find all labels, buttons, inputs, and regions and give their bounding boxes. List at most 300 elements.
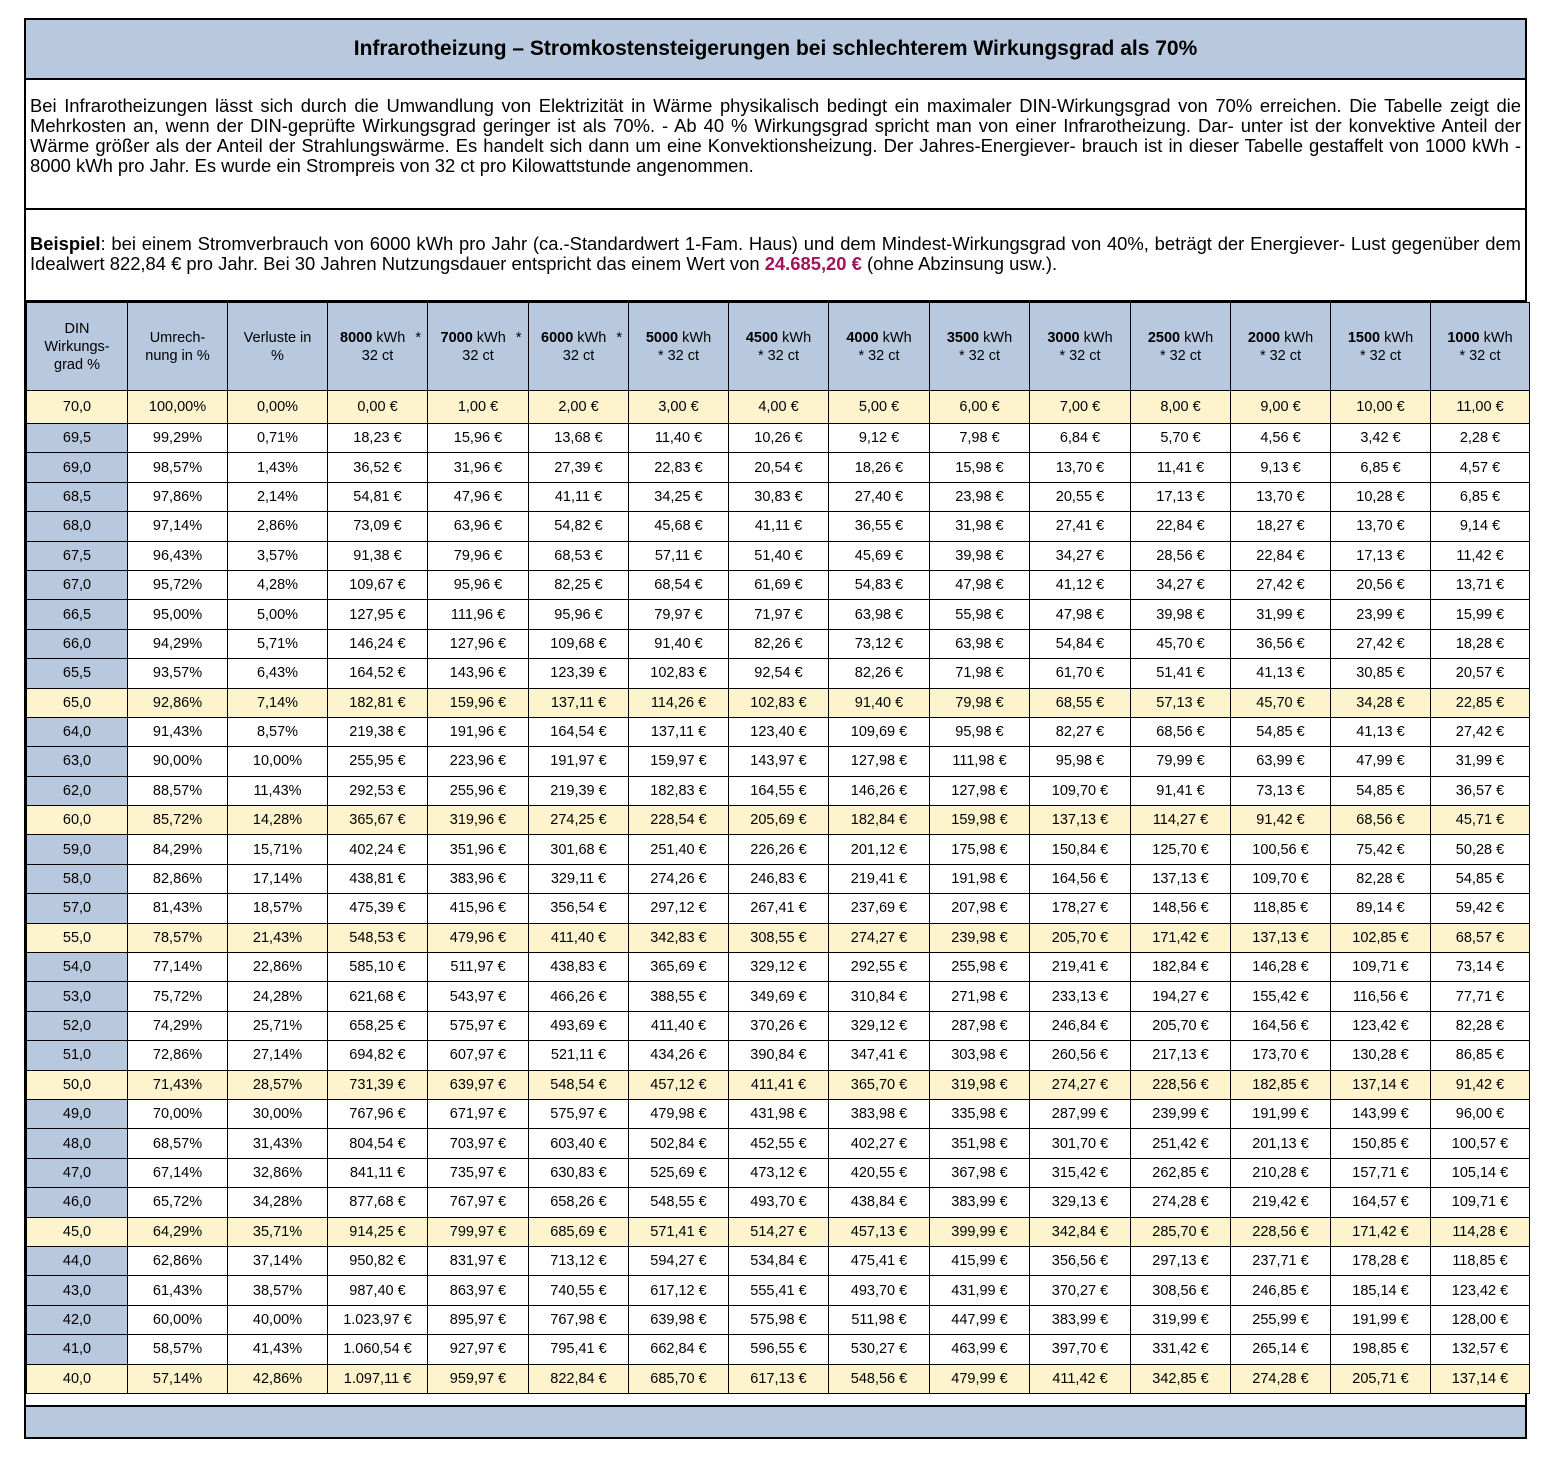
cell-cost: 127,98 € [829, 747, 930, 776]
cell-umrechnung: 98,57% [128, 453, 228, 482]
cell-cost: 877,68 € [328, 1188, 428, 1217]
header-price: 32 ct [462, 347, 494, 364]
cell-cost: 164,55 € [729, 776, 829, 805]
cell-cost: 255,99 € [1231, 1305, 1331, 1334]
header-din: DIN Wirkungs- grad % [27, 303, 128, 391]
cell-cost: 92,54 € [729, 659, 829, 688]
cell-cost: 71,98 € [930, 659, 1030, 688]
cell-cost: 228,56 € [1131, 1070, 1231, 1099]
cell-cost: 914,25 € [328, 1217, 428, 1246]
header-kwh-3000 [1030, 303, 1131, 391]
cell-cost: 63,98 € [829, 600, 930, 629]
header-price: * 32 ct [1259, 347, 1302, 364]
cell-cost: 194,27 € [1131, 982, 1231, 1011]
cell-cost: 55,98 € [930, 600, 1030, 629]
cell-cost: 191,96 € [428, 717, 529, 746]
cell-cost: 9,13 € [1231, 453, 1331, 482]
cell-cost: 116,56 € [1331, 982, 1431, 1011]
cell-umrechnung: 67,14% [128, 1158, 228, 1187]
cell-din-wirkungsgrad: 50,0 [27, 1070, 128, 1099]
table-row [27, 1364, 1530, 1393]
cell-cost: 109,69 € [829, 717, 930, 746]
cell-cost: 182,85 € [1231, 1070, 1331, 1099]
header-price: * 32 ct [1359, 347, 1402, 364]
cell-verluste: 41,43% [228, 1335, 328, 1364]
table-row [27, 1335, 1530, 1364]
cell-verluste: 35,71% [228, 1217, 328, 1246]
cell-cost: 68,54 € [629, 570, 729, 599]
header-price: * 32 ct [757, 347, 800, 364]
cell-cost: 351,96 € [428, 835, 529, 864]
cell-cost: 617,13 € [729, 1364, 829, 1393]
cell-cost: 159,97 € [629, 747, 729, 776]
cost-table-wrapper [26, 302, 1525, 1394]
cell-cost: 356,56 € [1030, 1246, 1131, 1275]
cell-cost: 285,70 € [1131, 1217, 1231, 1246]
cell-cost: 159,96 € [428, 688, 529, 717]
example-highlight-value: 24.685,20 € [764, 253, 862, 274]
example-label: Beispiel [30, 233, 101, 254]
cell-cost: 329,12 € [829, 1011, 930, 1040]
cell-cost: 79,96 € [428, 541, 529, 570]
cell-cost: 27,42 € [1231, 570, 1331, 599]
cell-cost: 148,56 € [1131, 894, 1231, 923]
cell-din-wirkungsgrad: 48,0 [27, 1129, 128, 1158]
cell-cost: 61,70 € [1030, 659, 1131, 688]
header-price: * 32 ct [1159, 347, 1202, 364]
cell-verluste: 38,57% [228, 1276, 328, 1305]
cell-cost: 1.023,97 € [328, 1305, 428, 1334]
cell-cost: 239,98 € [930, 923, 1030, 952]
cell-umrechnung: 95,00% [128, 600, 228, 629]
table-row [27, 688, 1530, 717]
cell-cost: 370,26 € [729, 1011, 829, 1040]
cell-cost: 63,96 € [428, 512, 529, 541]
table-row [27, 1070, 1530, 1099]
cell-cost: 6,85 € [1331, 453, 1431, 482]
cell-umrechnung: 94,29% [128, 629, 228, 658]
cell-cost: 34,25 € [629, 482, 729, 511]
cell-cost: 13,70 € [1231, 482, 1331, 511]
cell-cost: 237,69 € [829, 894, 930, 923]
cell-cost: 100,57 € [1431, 1129, 1530, 1158]
cell-cost: 658,25 € [328, 1011, 428, 1040]
cell-cost: 735,97 € [428, 1158, 529, 1187]
table-row [27, 776, 1530, 805]
cell-cost: 164,56 € [1030, 864, 1131, 893]
cell-cost: 841,11 € [328, 1158, 428, 1187]
header-kwh-unit: kWh [782, 329, 812, 346]
cell-din-wirkungsgrad: 44,0 [27, 1246, 128, 1275]
cell-cost: 571,41 € [629, 1217, 729, 1246]
cell-cost: 201,13 € [1231, 1129, 1331, 1158]
cell-cost: 114,27 € [1131, 806, 1231, 835]
cell-din-wirkungsgrad: 66,0 [27, 629, 128, 658]
example-text-after: (ohne Abzinsung usw.). [861, 253, 1058, 274]
cell-cost: 41,12 € [1030, 570, 1131, 599]
cell-cost: 95,96 € [529, 600, 629, 629]
cell-cost: 100,56 € [1231, 835, 1331, 864]
cell-cost: 548,55 € [629, 1188, 729, 1217]
cell-cost: 137,13 € [1030, 806, 1131, 835]
cell-cost: 274,26 € [629, 864, 729, 893]
cell-din-wirkungsgrad: 49,0 [27, 1099, 128, 1128]
cell-cost: 30,83 € [729, 482, 829, 511]
cell-cost: 34,27 € [1030, 541, 1131, 570]
cell-cost: 356,54 € [529, 894, 629, 923]
cell-cost: 114,26 € [629, 688, 729, 717]
table-row [27, 717, 1530, 746]
table-row [27, 512, 1530, 541]
cell-cost: 47,99 € [1331, 747, 1431, 776]
header-kwh-4000 [829, 303, 930, 391]
cell-cost: 31,99 € [1431, 747, 1530, 776]
cell-cost: 82,26 € [729, 629, 829, 658]
table-row [27, 894, 1530, 923]
cell-cost: 466,26 € [529, 982, 629, 1011]
cell-cost: 102,85 € [1331, 923, 1431, 952]
cell-cost: 671,97 € [428, 1099, 529, 1128]
cell-cost: 310,84 € [829, 982, 930, 1011]
cell-cost: 246,84 € [1030, 1011, 1131, 1040]
cell-din-wirkungsgrad: 54,0 [27, 953, 128, 982]
table-row [27, 570, 1530, 599]
cell-cost: 79,98 € [930, 688, 1030, 717]
cell-verluste: 3,57% [228, 541, 328, 570]
cell-cost: 237,71 € [1231, 1246, 1331, 1275]
table-row [27, 747, 1530, 776]
cell-umrechnung: 64,29% [128, 1217, 228, 1246]
cell-cost: 685,70 € [629, 1364, 729, 1393]
cell-cost: 4,56 € [1231, 424, 1331, 453]
cell-cost: 0,00 € [328, 391, 428, 424]
cell-cost: 96,00 € [1431, 1099, 1530, 1128]
header-price: * 32 ct [657, 347, 700, 364]
cell-cost: 411,40 € [529, 923, 629, 952]
cell-cost: 390,84 € [729, 1041, 829, 1070]
cell-cost: 47,98 € [930, 570, 1030, 599]
cell-umrechnung: 97,14% [128, 512, 228, 541]
cell-umrechnung: 100,00% [128, 391, 228, 424]
cell-cost: 457,12 € [629, 1070, 729, 1099]
cell-cost: 452,55 € [729, 1129, 829, 1158]
cell-cost: 130,28 € [1331, 1041, 1431, 1070]
cell-cost: 102,83 € [629, 659, 729, 688]
cell-cost: 109,67 € [328, 570, 428, 599]
table-row [27, 806, 1530, 835]
cell-cost: 1.060,54 € [328, 1335, 428, 1364]
cell-cost: 479,99 € [930, 1364, 1030, 1393]
cell-cost: 292,53 € [328, 776, 428, 805]
cell-cost: 41,13 € [1231, 659, 1331, 688]
cell-cost: 36,57 € [1431, 776, 1530, 805]
cell-cost: 596,55 € [729, 1335, 829, 1364]
document-frame [24, 18, 1527, 1439]
cell-verluste: 2,14% [228, 482, 328, 511]
cell-cost: 118,85 € [1431, 1246, 1530, 1275]
header-kwh-value: 4000 [846, 329, 879, 346]
cell-cost: 155,42 € [1231, 982, 1331, 1011]
cell-din-wirkungsgrad: 68,0 [27, 512, 128, 541]
cell-cost: 79,99 € [1131, 747, 1231, 776]
cell-cost: 6,85 € [1431, 482, 1530, 511]
cell-cost: 415,96 € [428, 894, 529, 923]
cell-cost: 621,68 € [328, 982, 428, 1011]
cell-cost: 191,97 € [529, 747, 629, 776]
cell-din-wirkungsgrad: 68,5 [27, 482, 128, 511]
cell-cost: 23,98 € [930, 482, 1030, 511]
cell-cost: 575,97 € [529, 1099, 629, 1128]
header-kwh-unit: kWh [376, 329, 406, 346]
cell-cost: 431,99 € [930, 1276, 1030, 1305]
cell-cost: 185,14 € [1331, 1276, 1431, 1305]
cell-cost: 13,70 € [1331, 512, 1431, 541]
cell-cost: 219,39 € [529, 776, 629, 805]
cell-cost: 54,81 € [328, 482, 428, 511]
header-star: * [616, 329, 622, 346]
cell-cost: 493,69 € [529, 1011, 629, 1040]
cell-umrechnung: 70,00% [128, 1099, 228, 1128]
cell-cost: 178,27 € [1030, 894, 1131, 923]
cell-cost: 639,98 € [629, 1305, 729, 1334]
cell-cost: 475,39 € [328, 894, 428, 923]
cell-cost: 41,11 € [729, 512, 829, 541]
cell-cost: 191,99 € [1331, 1305, 1431, 1334]
cell-verluste: 0,00% [228, 391, 328, 424]
cell-cost: 68,57 € [1431, 923, 1530, 952]
cell-din-wirkungsgrad: 65,0 [27, 688, 128, 717]
header-kwh-7000 [428, 303, 529, 391]
cell-cost: 86,85 € [1431, 1041, 1530, 1070]
table-row [27, 923, 1530, 952]
cell-umrechnung: 58,57% [128, 1335, 228, 1364]
cell-cost: 420,55 € [829, 1158, 930, 1187]
cell-cost: 767,97 € [428, 1188, 529, 1217]
header-kwh-value: 3000 [1047, 329, 1080, 346]
cell-cost: 28,56 € [1131, 541, 1231, 570]
cell-cost: 301,68 € [529, 835, 629, 864]
table-row [27, 659, 1530, 688]
header-kwh-value: 7000 [440, 329, 473, 346]
cell-cost: 79,97 € [629, 600, 729, 629]
cell-cost: 22,84 € [1231, 541, 1331, 570]
cell-umrechnung: 68,57% [128, 1129, 228, 1158]
cell-cost: 463,99 € [930, 1335, 1030, 1364]
cell-cost: 367,98 € [930, 1158, 1030, 1187]
cell-cost: 329,13 € [1030, 1188, 1131, 1217]
cell-cost: 18,26 € [829, 453, 930, 482]
cell-cost: 795,41 € [529, 1335, 629, 1364]
cell-verluste: 6,43% [228, 659, 328, 688]
cell-cost: 15,99 € [1431, 600, 1530, 629]
cell-cost: 20,55 € [1030, 482, 1131, 511]
header-kwh-unit: kWh [476, 329, 506, 346]
cell-verluste: 11,43% [228, 776, 328, 805]
cell-cost: 201,12 € [829, 835, 930, 864]
cell-cost: 73,09 € [328, 512, 428, 541]
cell-cost: 73,14 € [1431, 953, 1530, 982]
cell-cost: 585,10 € [328, 953, 428, 982]
cell-cost: 15,98 € [930, 453, 1030, 482]
cell-cost: 63,99 € [1231, 747, 1331, 776]
cell-cost: 1.097,11 € [328, 1364, 428, 1393]
cost-table [26, 302, 1530, 1394]
table-row [27, 1188, 1530, 1217]
cell-verluste: 14,28% [228, 806, 328, 835]
cell-din-wirkungsgrad: 69,0 [27, 453, 128, 482]
cell-cost: 329,12 € [729, 953, 829, 982]
cell-cost: 319,96 € [428, 806, 529, 835]
cell-cost: 274,25 € [529, 806, 629, 835]
cell-cost: 68,56 € [1131, 717, 1231, 746]
cell-cost: 18,23 € [328, 424, 428, 453]
cell-cost: 260,56 € [1030, 1041, 1131, 1070]
cell-cost: 6,84 € [1030, 424, 1131, 453]
cell-cost: 111,98 € [930, 747, 1030, 776]
cell-cost: 82,27 € [1030, 717, 1131, 746]
cell-cost: 20,56 € [1331, 570, 1431, 599]
cell-umrechnung: 72,86% [128, 1041, 228, 1070]
cell-cost: 347,41 € [829, 1041, 930, 1070]
cell-cost: 217,13 € [1131, 1041, 1231, 1070]
cell-cost: 71,97 € [729, 600, 829, 629]
cell-din-wirkungsgrad: 45,0 [27, 1217, 128, 1246]
cell-cost: 54,85 € [1331, 776, 1431, 805]
cell-cost: 493,70 € [829, 1276, 930, 1305]
cell-cost: 114,28 € [1431, 1217, 1530, 1246]
cell-cost: 45,69 € [829, 541, 930, 570]
header-kwh-6000 [529, 303, 629, 391]
cell-cost: 41,13 € [1331, 717, 1431, 746]
table-row [27, 1041, 1530, 1070]
cell-cost: 2,28 € [1431, 424, 1530, 453]
cell-cost: 27,42 € [1331, 629, 1431, 658]
cell-cost: 251,42 € [1131, 1129, 1231, 1158]
cell-cost: 301,70 € [1030, 1129, 1131, 1158]
cell-cost: 164,57 € [1331, 1188, 1431, 1217]
cell-cost: 475,41 € [829, 1246, 930, 1275]
cell-cost: 77,71 € [1431, 982, 1530, 1011]
cell-cost: 182,84 € [829, 806, 930, 835]
table-row [27, 629, 1530, 658]
cell-cost: 342,84 € [1030, 1217, 1131, 1246]
cell-verluste: 40,00% [228, 1305, 328, 1334]
cell-cost: 493,70 € [729, 1188, 829, 1217]
cell-din-wirkungsgrad: 41,0 [27, 1335, 128, 1364]
cell-cost: 164,54 € [529, 717, 629, 746]
cell-din-wirkungsgrad: 57,0 [27, 894, 128, 923]
cell-cost: 47,96 € [428, 482, 529, 511]
cell-cost: 658,26 € [529, 1188, 629, 1217]
header-kwh-4500 [729, 303, 829, 391]
cell-cost: 3,42 € [1331, 424, 1431, 453]
cell-cost: 594,27 € [629, 1246, 729, 1275]
table-row [27, 1099, 1530, 1128]
cell-umrechnung: 62,86% [128, 1246, 228, 1275]
cell-cost: 13,68 € [529, 424, 629, 453]
cell-cost: 703,97 € [428, 1129, 529, 1158]
cell-cost: 7,98 € [930, 424, 1030, 453]
cell-cost: 45,70 € [1231, 688, 1331, 717]
cell-cost: 415,99 € [930, 1246, 1030, 1275]
cell-cost: 365,70 € [829, 1070, 930, 1099]
cell-umrechnung: 74,29% [128, 1011, 228, 1040]
cell-cost: 251,40 € [629, 835, 729, 864]
cell-cost: 399,99 € [930, 1217, 1030, 1246]
cell-din-wirkungsgrad: 62,0 [27, 776, 128, 805]
cell-cost: 383,99 € [930, 1188, 1030, 1217]
cell-din-wirkungsgrad: 60,0 [27, 806, 128, 835]
cell-cost: 150,84 € [1030, 835, 1131, 864]
cell-cost: 47,98 € [1030, 600, 1131, 629]
header-kwh-unit: kWh [1483, 329, 1513, 346]
cell-cost: 54,85 € [1431, 864, 1530, 893]
cell-cost: 603,40 € [529, 1129, 629, 1158]
cell-cost: 95,96 € [428, 570, 529, 599]
cell-cost: 205,70 € [1030, 923, 1131, 952]
table-row [27, 953, 1530, 982]
cell-cost: 109,70 € [1030, 776, 1131, 805]
cell-cost: 767,96 € [328, 1099, 428, 1128]
cell-din-wirkungsgrad: 42,0 [27, 1305, 128, 1334]
table-row [27, 982, 1530, 1011]
cell-umrechnung: 92,86% [128, 688, 228, 717]
cell-cost: 297,12 € [629, 894, 729, 923]
cell-din-wirkungsgrad: 46,0 [27, 1188, 128, 1217]
cell-cost: 863,97 € [428, 1276, 529, 1305]
cell-cost: 831,97 € [428, 1246, 529, 1275]
cell-cost: 822,84 € [529, 1364, 629, 1393]
cell-cost: 51,40 € [729, 541, 829, 570]
cell-cost: 146,26 € [829, 776, 930, 805]
cell-cost: 57,13 € [1131, 688, 1231, 717]
cell-din-wirkungsgrad: 64,0 [27, 717, 128, 746]
cell-cost: 287,99 € [1030, 1099, 1131, 1128]
cell-din-wirkungsgrad: 55,0 [27, 923, 128, 952]
cell-cost: 331,42 € [1131, 1335, 1231, 1364]
cell-cost: 127,95 € [328, 600, 428, 629]
cell-cost: 109,71 € [1431, 1188, 1530, 1217]
cell-cost: 182,81 € [328, 688, 428, 717]
cell-din-wirkungsgrad: 69,5 [27, 424, 128, 453]
cell-umrechnung: 61,43% [128, 1276, 228, 1305]
cell-cost: 255,95 € [328, 747, 428, 776]
cell-cost: 319,99 € [1131, 1305, 1231, 1334]
table-row [27, 1276, 1530, 1305]
header-price: * 32 ct [1059, 347, 1101, 364]
cell-cost: 530,27 € [829, 1335, 930, 1364]
cell-umrechnung: 93,57% [128, 659, 228, 688]
table-row [27, 1011, 1530, 1040]
header-kwh-value: 6000 [541, 329, 574, 346]
cell-verluste: 7,14% [228, 688, 328, 717]
cell-cost: 82,25 € [529, 570, 629, 599]
cell-cost: 287,98 € [930, 1011, 1030, 1040]
cell-cost: 370,27 € [1030, 1276, 1131, 1305]
cell-cost: 575,97 € [428, 1011, 529, 1040]
cell-cost: 1,00 € [428, 391, 529, 424]
cell-umrechnung: 60,00% [128, 1305, 228, 1334]
cell-cost: 7,00 € [1030, 391, 1131, 424]
cell-cost: 987,40 € [328, 1276, 428, 1305]
cell-cost: 473,12 € [729, 1158, 829, 1187]
cell-cost: 95,98 € [1030, 747, 1131, 776]
cell-cost: 662,84 € [629, 1335, 729, 1364]
header-kwh-2000 [1231, 303, 1331, 391]
cell-verluste: 32,86% [228, 1158, 328, 1187]
cell-cost: 118,85 € [1231, 894, 1331, 923]
cell-cost: 34,27 € [1131, 570, 1231, 599]
